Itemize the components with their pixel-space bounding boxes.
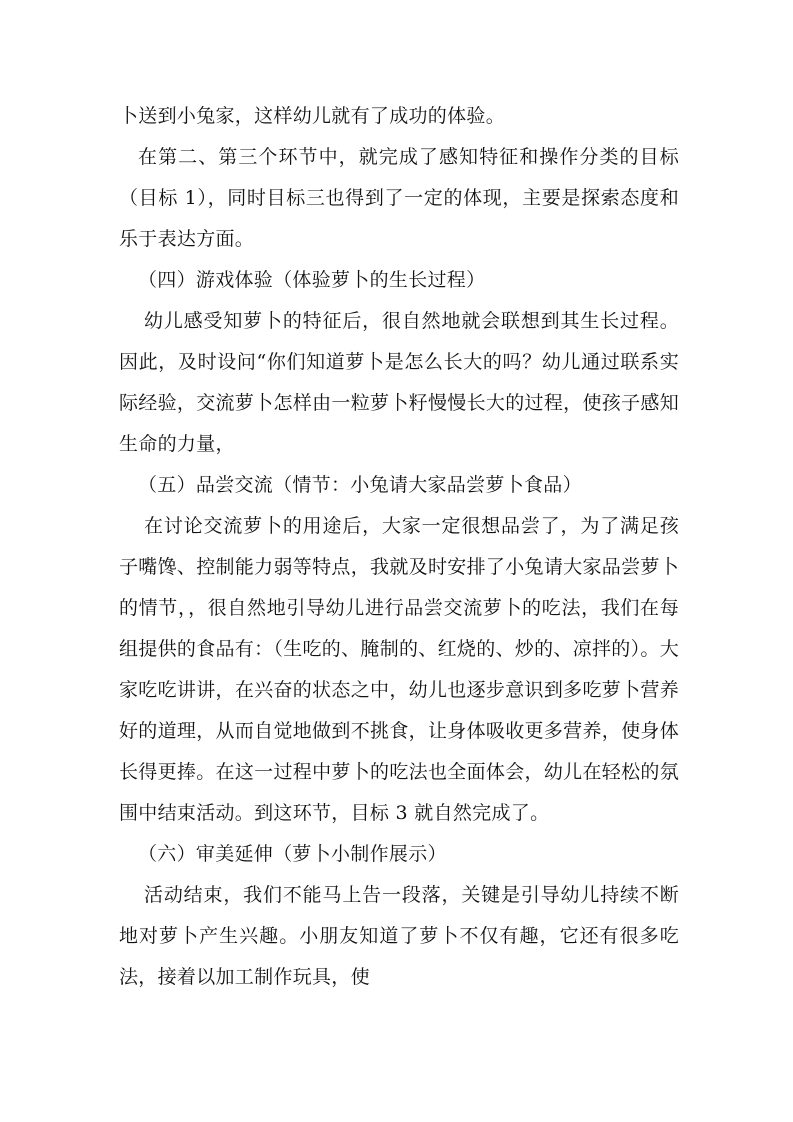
paragraph-continuation: 卜送到小兔家，这样幼儿就有了成功的体验。 — [119, 105, 506, 127]
paragraph-activity-end: 活动结束，我们不能马上告一段落，关键是引导幼儿持续不断地对萝卜产生兴趣。小朋友知道了萝卜不仅有趣，它还有很多吃法，接着以加工制作玩具，使 — [119, 884, 679, 988]
section-heading-aesthetic-extension: （六）审美延伸（萝卜小制作展示） — [138, 843, 447, 865]
section-heading-tasting: （五）品尝交流（情节：小兔请大家品尝萝卜食品） — [138, 474, 582, 496]
paragraph-goals-summary: 在第二、第三个环节中，就完成了感知特征和操作分类的目标（目标 1），同时目标三也得到了一定的体现，主要是探索态度和乐于表达方面。 — [119, 146, 679, 250]
document-body — [119, 96, 679, 998]
paragraph-tasting: 在讨论交流萝卜的用途后，大家一定很想品尝了，为了满足孩子嘴馋、控制能力弱等特点，我就及时安排了小兔请大家品尝萝卜的情节，，很自然地引导幼儿进行品尝交流萝卜的吃法，我们在每组提供的食品有：（生吃的、腌制的、红烧的、炒的、凉拌的）。大家吃吃讲讲，在兴奋的状态之中，幼儿也逐步意识到多吃萝卜营养好的道理，从而自觉地做到不挑食，让身体吸收更多营养，使身体长得更捧。在这一过程中萝卜的吃法也全面体会，幼儿在轻松的氛围中结束活动。到这环节，目标 3 就自然完成了。 — [119, 515, 680, 824]
paragraph-growth-process: 幼儿感受知萝卜的特征后，很自然地就会联想到其生长过程。因此，及时设问“你们知道萝卜是怎么长大的吗？幼儿通过联系实际经验，交流萝卜怎样由一粒萝卜籽慢慢长大的过程，使孩子感知生命的力量， — [119, 310, 679, 455]
section-heading-game-experience: （四）游戏体验（体验萝卜的生长过程） — [138, 269, 486, 291]
